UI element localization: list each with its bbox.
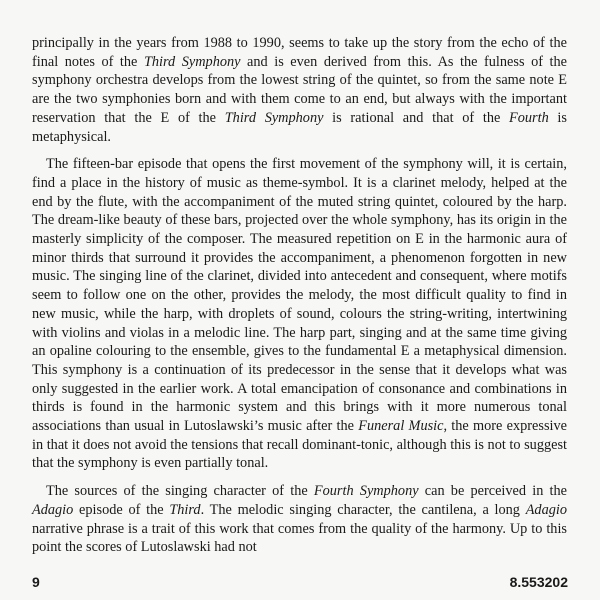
italic-title: Fourth Symphony [313,483,419,500]
paragraph [32,482,567,557]
italic-title: Third Symphony [143,53,241,70]
text-run: principally in the years from 1988 to 1990, seems to take up the story from the echo of the final notes of the [32,35,567,70]
text-run: The fifteen-bar episode that opens the first movement of the symphony will, it is certain, find a place in the history of music as theme-symbol. It is a clarinet melody, helped at the end by the flute, with the accompaniment of the muted string quintet, coloured by the harp. The dream-like beauty of these bars, projected over the whole symphony, has its origin in the masterly simplicity of the composer. The measured repetition on E in the harmonic aura of minor thirds that surround it provides the accompaniment, a phenomenon forgotten in new music. The singing line of the clarinet, divided into antecedent and consequent, where motifs seem to follow one on the other, provides the melody, the most difficult quality to find in new music, while the harp, with droplets of sound, colours the string-writing, intertwining with violins and violas in a melodic line. The harp part, singing and at the same time giving an opaline colouring to the ensemble, gives to the fundamental E a metaphysical dimension. This symphony is a continuation of its predecessor in the sense that it develops what was only suggested in the earlier work. A total emancipation of consonance and combinations in thirds is found in the harmonic system and this brings with it more numerous tonal associations than usual in Lutoslawski’s music after the [32,156,567,435]
paragraph [32,155,567,473]
catalog-number: 8.553202 [509,574,568,590]
text-run: . The melodic singing character, the cantilena, a long [200,501,526,518]
text-run: episode of the [73,501,170,518]
italic-title: Third Symphony [224,109,324,126]
italic-title: Fourth [509,109,549,126]
text-run: The sources of the singing character of the [46,483,314,500]
text-run: , the more expressive in that it does not avoid the tensions that recall dominant-tonic, although this is not to suggest that the symphony is even partially tonal. [32,418,567,472]
text-run: can be perceived in the [418,483,568,500]
italic-title: Third [169,501,201,518]
page-number: 9 [32,574,40,590]
text-run: narrative phrase is a trait of this work that comes from the quality of the harmony. Up to this point the scores of Lutoslawski had not [32,520,567,556]
italic-title: Adagio [525,501,567,518]
text-body [32,34,567,566]
text-run: is rational and that of the [323,109,510,126]
paragraph [32,34,567,146]
text-run: is metaphysical. [32,109,567,145]
italic-title: Adagio [32,501,74,518]
italic-title: Funeral Music [358,418,444,435]
text-run: and is even derived from this. As the fulness of the symphony orchestra develops from the lowest string of the quintet, so from the same note E are the two symphonies born and with them come to an end, but always with the important reservation that the E of the [32,53,567,126]
page-footer [32,574,568,590]
